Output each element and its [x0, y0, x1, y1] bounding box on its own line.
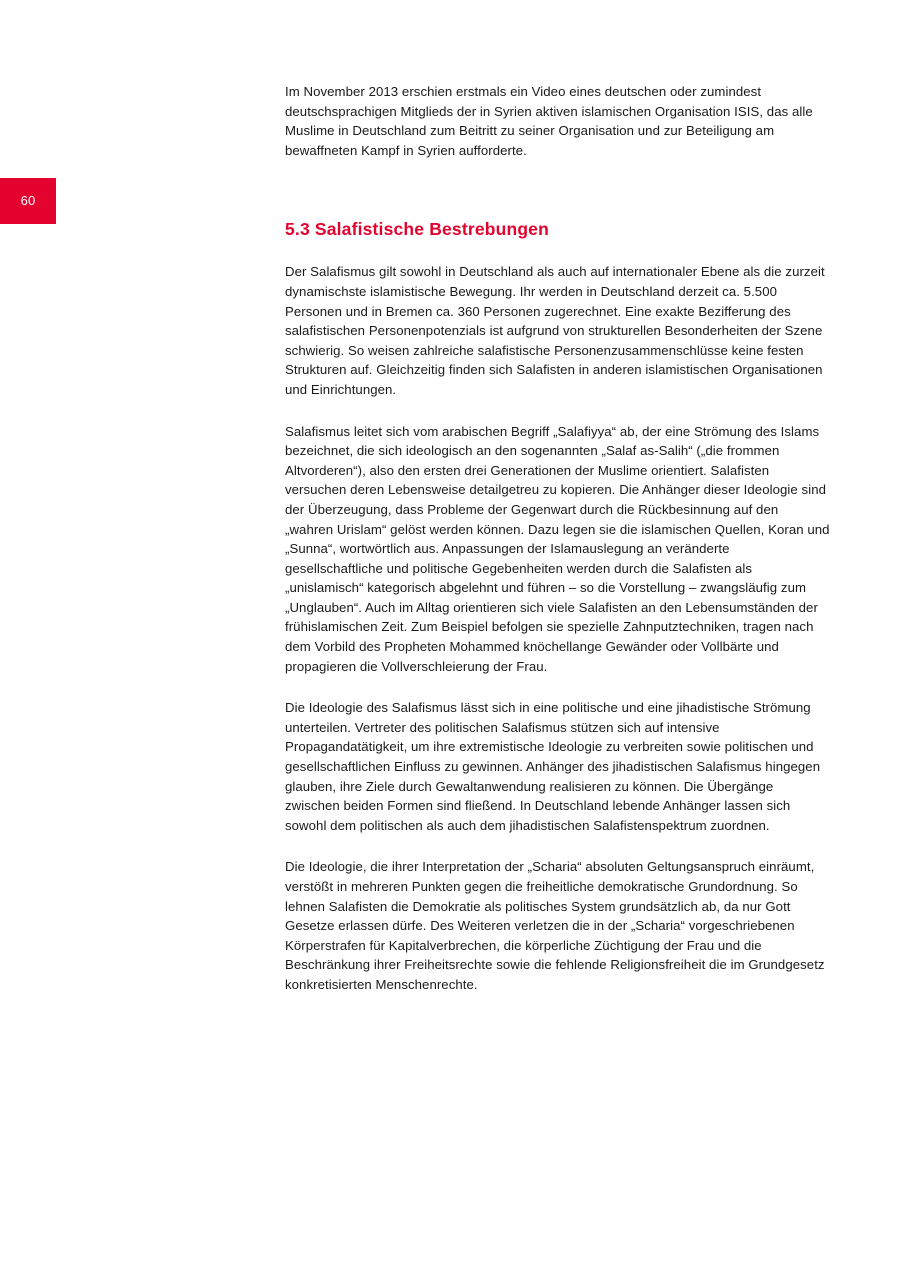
body-paragraph-3: Die Ideologie des Salafismus lässt sich in eine politische und eine jihadistische Strömung unterteilen. Vertreter des politischen Salafismus stützen sich auf intensive Propagandatätigkeit, um ihre extremistische Ideologie zu verbreiten sowie politischen und gesellschaftlichen Einfluss zu gewinnen. Anhänger des jihadistischen Salafismus hingegen glauben, ihre Ziele durch Gewaltanwendung realisieren zu können. Die Übergänge zwischen beiden Formen sind fließend. In Deutschland lebende Anhänger lassen sich sowohl dem politischen als auch dem jihadistischen Salafistenspektrum zuordnen.: [285, 700, 821, 833]
intro-paragraph: Im November 2013 erschien erstmals ein Video eines deutschen oder zumindest deutschsprachigen Mitglieds der in Syrien aktiven islamischen Organisation ISIS, das alle Muslime in Deutschland zum Beitritt zu seiner Organisation und zur Beteiligung am bewaffneten Kampf in Syrien aufforderte.: [285, 84, 813, 158]
section-heading: 5.3 Salafistische Bestrebungen: [285, 219, 549, 240]
page-number-tab: 60: [0, 178, 56, 224]
body-paragraph-2: Salafismus leitet sich vom arabischen Begriff „Salafiyya“ ab, der eine Strömung des Islams bezeichnet, die sich ideologisch an den sogenannten „Salaf as-Salih“ („die frommen Altvorderen“), also den ersten drei Generationen der Muslime orientiert. Salafisten versuchen deren Lebensweise detailgetreu zu kopieren. Die Anhänger dieser Ideologie sind der Überzeugung, dass Probleme der Gegenwart durch die Rückbesinnung auf den „wahren Urislam“ gelöst werden können. Dazu legen sie die islamischen Quellen, Koran und „Sunna“, wortwörtlich aus. Anpassungen der Islamauslegung an veränderte gesellschaftliche und politische Gegebenheiten werden durch die Salafisten als „unislamisch“ kategorisch abgelehnt und führen – so die Vorstellung – zwangsläufig zum „Unglauben“. Auch im Alltag orientieren sich viele Salafisten an den Lebensumständen der frühislamischen Zeit. Zum Beispiel befolgen sie spezielle Zahnputztechniken, tragen nach dem Vorbild des Propheten Mohammed knöchellange Gewänder oder Vollbärte und propagieren die Vollverschleierung der Frau.: [285, 423, 830, 674]
page-content: [285, 82, 830, 995]
body-paragraph-4: Die Ideologie, die ihrer Interpretation der „Scharia“ absoluten Geltungsanspruch einräumt, verstößt in mehreren Punkten gegen die freiheitliche demokratische Grundordnung. So lehnen Salafisten die Demokratie als politisches System grundsätzlich ab, da nur Gott Gesetze erlassen dürfe. Des Weiteren verletzen die in der „Scharia“ vorgeschriebenen Körperstrafen für Kapitalverbrechen, die körperliche Züchtigung der Frau und die Beschränkung ihrer Freiheitsrechte sowie die fehlende Religionsfreiheit die im Grundgesetz konkretisierten Menschenrechte.: [285, 859, 825, 992]
body-paragraph-1: Der Salafismus gilt sowohl in Deutschland als auch auf internationaler Ebene als die zurzeit dynamischste islamistische Bewegung. Ihr werden in Deutschland derzeit ca. 5.500 Personen und in Bremen ca. 360 Personen zugerechnet. Eine exakte Bezifferung des salafistischen Personenpotenzials ist aufgrund von strukturellen Besonderheiten der Szene schwierig. So weisen zahlreiche salafistische Personenzusammenschlüsse keine festen Strukturen auf. Gleichzeitig finden sich Salafisten in anderen islamistischen Organisationen und Einrichtungen.: [285, 264, 825, 397]
